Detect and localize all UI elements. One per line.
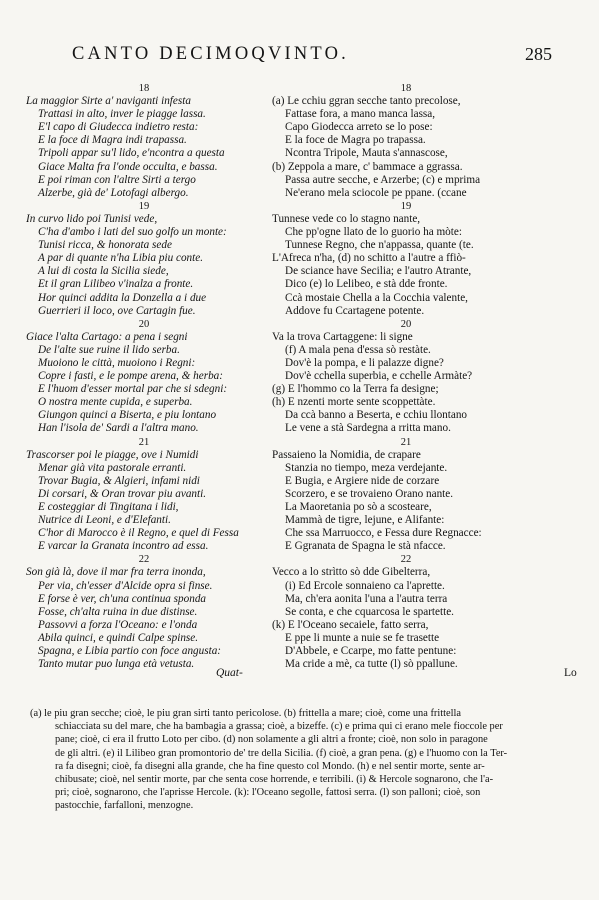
verse-line: Passovvi a forza l'Oceano: e l'onda bbox=[38, 618, 198, 631]
verse-line: Ncontra Tripole, Mauta s'annascose, bbox=[285, 147, 448, 160]
verse-line: Che pp'ogne llato de lo guorio ha mòte: bbox=[285, 226, 462, 239]
verse-line: Vecco a lo strìtto sò dde Gibelterra, bbox=[272, 566, 431, 579]
stanza-number: 21 bbox=[400, 436, 412, 448]
verse-line: De l'alte sue ruine il lido serba. bbox=[38, 343, 180, 356]
verse-line: A par di quante n'ha Libia piu conte. bbox=[38, 252, 204, 265]
verse-line: Ne'erano mela sciocole pe ppane. (ccane bbox=[285, 186, 467, 199]
verse-line: E ppe li munte a nuie se fe trasette bbox=[285, 631, 440, 644]
verse-line: E poi riman con l'altre Sirti a tergo bbox=[38, 173, 196, 186]
verse-line: Per via, ch'esser d'Alcide opra si finse. bbox=[38, 579, 213, 592]
verse-line: Giace Malta fra l'onde occulta, e bassa. bbox=[38, 160, 218, 173]
verse-line: (b) Zeppola a mare, c' bammace a ggrassa. bbox=[272, 160, 463, 173]
verse-line: Capo Giodecca arreto se lo pose: bbox=[285, 121, 433, 134]
verse-line: O nostra mente cupida, e superba. bbox=[38, 396, 193, 409]
page-number: 285 bbox=[525, 44, 552, 64]
verse-line: Dov'è la pompa, e li palazze digne? bbox=[285, 356, 444, 369]
footnotes bbox=[30, 707, 570, 813]
verse-line: Dov'è cchella superbia, e cchelle Armàte? bbox=[285, 370, 473, 383]
verse-line: Addove fu Ccartagene potente. bbox=[285, 304, 425, 317]
verse-line: E costeggiar di Tingitana i lidi, bbox=[38, 501, 179, 513]
verse-line: Giace l'alta Cartago: a pena i segni bbox=[26, 330, 188, 343]
catchword-left: Quat- bbox=[216, 667, 243, 679]
stanza-number: 18 bbox=[138, 83, 150, 94]
verse-line: Alzerbe, già de' Lotofagi albergo. bbox=[38, 186, 189, 199]
verse-line: Se conta, e che cquarcosa le spartette. bbox=[285, 605, 454, 618]
verse-line: Trascorser poi le piagge, ove i Numidi bbox=[26, 448, 199, 461]
verse-line: Fosse, ch'alta ruina in due distinse. bbox=[38, 605, 198, 618]
verse-line: E Bugia, e Argiere nide de corzare bbox=[285, 474, 440, 487]
verse-line: In curvo lido poi Tunisi vede, bbox=[26, 212, 158, 225]
verse-line: Le vene a stà Sardegna a rritta mano. bbox=[285, 422, 451, 435]
verse-line: E Ggranata de Spagna le stà nfacce. bbox=[285, 540, 446, 553]
verse-line: E la foce de Magra po trapassa. bbox=[285, 134, 426, 147]
stanza-number: 22 bbox=[138, 554, 150, 566]
verse-line: Trattasi in alto, inver le piagge lassa. bbox=[38, 108, 206, 121]
verse-line: Son già là, dove il mar fra terra inonda, bbox=[26, 566, 206, 579]
verse-line: Han l'isola de' Sardi a l'altra mano. bbox=[38, 422, 199, 435]
verse-line: Ma cride a mè, ca tutte (l) sò ppallune. bbox=[285, 658, 458, 671]
verse-line: Scorzero, e se trovaieno Orano nante. bbox=[285, 487, 454, 500]
verse-line: Da ccà banno a Beserta, e cchiu llontano bbox=[285, 409, 468, 422]
verse-line: Trovar Bugia, & Algieri, infami nidi bbox=[38, 474, 200, 487]
verse-line: Guerrieri il loco, ove Cartagin fue. bbox=[38, 304, 196, 317]
stanza-number: 21 bbox=[138, 436, 150, 448]
verse-line: Tunnese Regno, che n'appassa, quante (te. bbox=[285, 239, 474, 252]
verse-line: Ccà mostaie Chella a la Cocchia valente, bbox=[285, 291, 468, 304]
verse-line: C'hor di Marocco è il Regno, e quel di Fessa bbox=[38, 527, 239, 540]
verse-line: Et il gran Lilibeo v'inalza a fronte. bbox=[38, 278, 194, 291]
verse-line: (h) E nzenti morte sente scoppettàte. bbox=[272, 396, 436, 409]
stanza-number: 20 bbox=[138, 318, 150, 330]
verse-line: Mammà de tigre, lejune, e Alifante: bbox=[285, 514, 445, 527]
verse-line: Va la trova Cartaggene: li signe bbox=[272, 330, 413, 343]
verse-line: E la foce di Magra indi trapassa. bbox=[38, 134, 187, 147]
verse-line: Di corsari, & Oran trovar piu avanti. bbox=[38, 487, 207, 500]
verse-line: Stanzia no tiempo, meza verdejante. bbox=[285, 461, 448, 474]
footnote-line: chibusate; cioè, nel sentir morte, par che senta cose horrende, e terribili. (i) & Hercole sognarono, che l'a- bbox=[55, 773, 494, 785]
stanza-number: 22 bbox=[400, 554, 412, 566]
catchword-right: Lo bbox=[564, 667, 577, 679]
verse-line: Muoiono le città, muoiono i Regni: bbox=[38, 356, 196, 369]
verse-line: (g) E l'hommo co la Terra fa designe; bbox=[272, 383, 439, 396]
footnote-line: pastocchie, farfalloni, menzogne. bbox=[55, 800, 194, 812]
verse-line: Dico (e) lo Lelibeo, e stà dde fronte. bbox=[285, 278, 448, 291]
verse-line: De sciance have Secilia; e l'autro Atrante, bbox=[285, 265, 472, 278]
verse-line: Hor quinci addita la Donzella a i due bbox=[38, 291, 207, 304]
verse-line: Tunisi ricca, & honorata sede bbox=[38, 239, 172, 252]
verse-line: (k) E l'Oceano secaiele, fatto serra, bbox=[272, 618, 429, 631]
verse-line: Tunnese vede co lo stagno nante, bbox=[272, 212, 421, 225]
verse-line: Spagna, e Libia partio con foce angusta: bbox=[38, 645, 222, 658]
verse-line: (f) A mala pena d'essa sò restàte. bbox=[285, 343, 431, 356]
neapolitan-verse-column bbox=[272, 82, 540, 671]
verse-line: Fattase fora, a mano manca lassa, bbox=[285, 108, 436, 121]
verse-line: E forse è ver, ch'una continua sponda bbox=[38, 592, 207, 605]
verse-line: E varcar la Granata incontro ad essa. bbox=[38, 540, 209, 553]
verse-line: E'l capo di Giudecca indietro resta: bbox=[38, 121, 199, 134]
verse-line: La maggior Sirte a' naviganti infesta bbox=[26, 95, 191, 108]
footnote-line: de gli altri. (e) il Lilibeo gran promontorio de' tre della Sicilia. (f) cioè, a gran pena. (g) e l'huomo con la Ter- bbox=[55, 747, 508, 759]
verse-line: E l'huom d'esser mortal par che si sdegni: bbox=[38, 383, 228, 396]
stanza-number: 19 bbox=[138, 200, 150, 212]
verse-line: Giungon quinci a Biserta, e piu lontano bbox=[38, 409, 217, 422]
verse-line: La Maoretania po sò a scosteare, bbox=[285, 501, 432, 513]
footnote-line: ra fa disegni; cioè, fa disegni alla grande, che ha fine questo col Mondo. (h) e nel sentir morte, sente ar- bbox=[55, 760, 485, 772]
verse-line: Abila quinci, e quindi Calpe spinse. bbox=[38, 631, 199, 644]
verse-line: Ma, ch'era aonita l'una a l'autra terra bbox=[285, 592, 448, 605]
page-header bbox=[72, 44, 552, 70]
verse-line: (a) Le cchiu ggran secche tanto precolose, bbox=[272, 95, 461, 108]
verse-line: Che ssa Marruocco, e Fessa dure Regnacce: bbox=[285, 527, 482, 540]
verse-line: Passaieno la Nomidia, de crapare bbox=[272, 448, 421, 461]
verse-line: Passa autre secche, e Arzerbe; (c) e mprima bbox=[285, 173, 481, 186]
verse-line: Nutrice di Leoni, e d'Elefanti. bbox=[38, 514, 171, 527]
footnote-line: (a) le piu gran secche; cioè, le piu gran sirti tanto pericolose. (b) frittella a mare; cioè, come una frittella bbox=[30, 708, 462, 719]
canto-title: CANTO DECIMOQVINTO. bbox=[72, 44, 349, 64]
verse-line: (i) Ed Ercole sonnaieno ca l'aprette. bbox=[285, 579, 445, 592]
footnote-line: pane; cioè, ci era il frutto Loto per cibo. (d) non solamente a gli altri a fronte; cioè, non solo in paragone bbox=[55, 734, 488, 746]
verse-line: D'Abbele, e Ccarpe, mo fatte pentune: bbox=[285, 645, 457, 658]
verse-line: C'ha d'ambo i lati del suo golfo un monte: bbox=[38, 226, 227, 239]
footnote-line: schiacciata su del mare, che ha bambagia a grassa; cioè, a bizeffe. (c) e prima qui ci erano mele fioccole per bbox=[55, 721, 503, 733]
footnote-line: pri; cioè, sognarono, che l'aprisse Hercole. (k): l'Oceano segolle, fattosi serra. (l) son palloni; cioè, son bbox=[55, 787, 481, 799]
stanza-number: 19 bbox=[400, 200, 412, 212]
verse-line: Tripoli appar su'l lido, e'ncontra a questa bbox=[38, 147, 225, 160]
stanza-number: 20 bbox=[400, 318, 412, 330]
italian-verse-column bbox=[26, 82, 262, 671]
verse-line: A lui di costa la Sicilia siede, bbox=[38, 265, 169, 278]
stanza-number: 18 bbox=[400, 83, 412, 94]
verse-line: Copre i fasti, e le pompe arena, & herba: bbox=[38, 370, 223, 383]
verse-line: Tanto mutar puo lunga età vetusta. bbox=[38, 658, 195, 671]
verse-line: L'Afreca n'ha, (d) no schitto a l'autre a ffiò- bbox=[272, 252, 466, 265]
verse-line: Menar già vita pastorale erranti. bbox=[38, 461, 187, 474]
